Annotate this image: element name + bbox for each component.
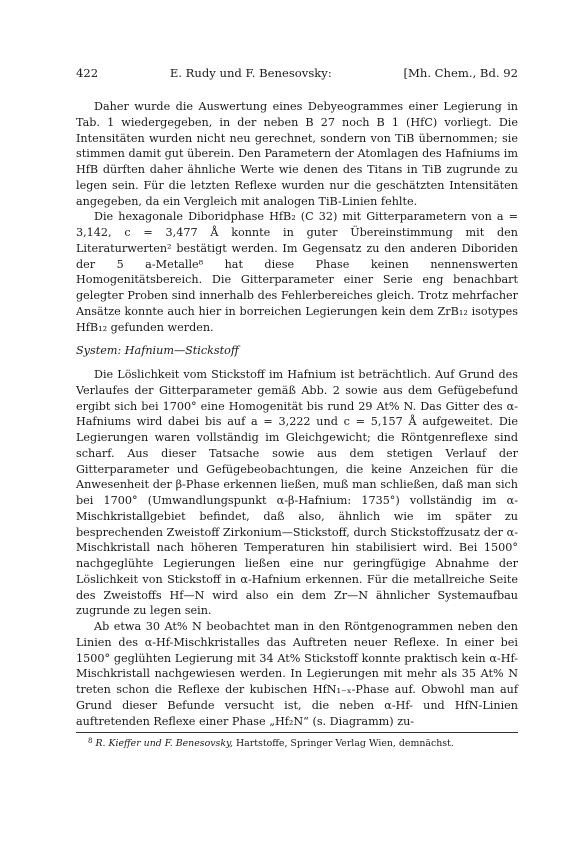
running-header [76,66,518,80]
header-authors: E. Rudy und F. Benesovsky: [169,66,332,80]
footnote-divider [76,732,518,733]
paper-page [76,66,518,750]
body-paragraph: Die hexagonale Diboridphase HfB₂ (C 32) mit Gitterparametern von a = 3,142, c = 3,477 Å konnte in guter Übereinstimmung mit den Literaturwerten² bestätigt werden. Im Gegensatz zu den anderen Diboriden der 5 a-Metalle⁸ hat diese Phase keinen nennenswerten Homogenitätsbereich. Die Gitterparameter einer Serie eng benachbart gelegter Proben sind innerhalb des Fehlerbereiches gleich. Trotz mehrfacher Ansätze konnte auch hier in borreichen Legierungen kein dem ZrB₁₂ isotypes HfB₁₂ gefunden werden. [76,210,518,334]
body-paragraph: Ab etwa 30 At% N beobachtet man in den Röntgenogrammen neben den Linien des α-Hf-Mischkristalles das Auftreten neuer Reflexe. In einer bei 1500° geglühten Legierung mit 34 At% Stickstoff konnte praktisch kein α-Hf-Mischkristall nachgewiesen werden. In Legierungen mit mehr als 35 At% N treten schon die Reflexe der kubischen HfN₁₋ₓ-Phase auf. Obwohl man auf Grund dieser Befunde versucht ist, die neben α-Hf- und HfN-Linien auftretenden Reflexe einer Phase „Hf₂N“ (s. Diagramm) zu- [76,620,518,728]
section-heading: System: Hafnium—Stickstoff [76,344,239,358]
footnote-authors: R. Kieffer und F. Benesovsky, [95,738,234,750]
body-paragraph: Daher wurde die Auswertung eines Debyeogrammes einer Legierung in Tab. 1 wiedergegeben, in der neben B 27 noch B 1 (HfC) vorliegt. Die Intensitäten wurden nicht neu gerechnet, sondern von TiB übernommen; sie stimmen damit gut überein. Den Parametern der Atomlagen des Hafniums im HfB dürften daher ähnliche Werte wie denen des Titans in TiB zugrunde zu legen sein. Für die letzten Reflexe wurden nur die geschätzten Intensitäten angegeben, da ein Vergleich mit analogen TiB-Linien fehlte. [76,100,518,208]
header-journal: [Mh. Chem., Bd. 92 [403,66,518,80]
footnote-marker: 8 [88,737,93,746]
footnote [76,735,518,750]
body-paragraph: Die Löslichkeit vom Stickstoff im Hafnium ist beträchtlich. Auf Grund des Verlaufes der Gitterparameter gemäß Abb. 2 sowie aus dem Gefügebefund ergibt sich bei 1700° eine Homogenität bis rund 29 At% N. Das Gitter des α-Hafniums wird dabei bis auf a = 3,222 und c = 5,157 Å aufgeweitet. Die Legierungen waren vollständig im Gleichgewicht; die Röntgenreflexe sind scharf. Aus dieser Tatsache sowie aus dem stetigen Verlauf der Gitterparameter und Gefügebeobachtungen, die keine Anzeichen für die Anwesenheit der β-Phase erkennen ließen, muß man schließen, daß man sich bei 1700° (Umwandlungspunkt α-β-Hafnium: 1735°) vollständig im α-Mischkristallgebiet befindet, daß also, ähnlich wie im später zu besprechenden Zweistoff Zirkonium—Stickstoff, durch Stickstoffzusatz der α-Mischkristall nach höheren Temperaturen hin stabilisiert wird. Bei 1500° nachgeglühte Legierungen ließen eine nur geringfügige Abnahme der Löslichkeit von Stickstoff in α-Hafnium erkennen. Für die metallreiche Seite des Zweistoffs Hf—N wird also ein dem Zr—N ähnlicher Systemaufbau zugrunde zu legen sein. [76,368,518,618]
page-number: 422 [76,66,99,80]
footnote-text: Hartstoffe, Springer Verlag Wien, demnächst. [233,738,454,750]
